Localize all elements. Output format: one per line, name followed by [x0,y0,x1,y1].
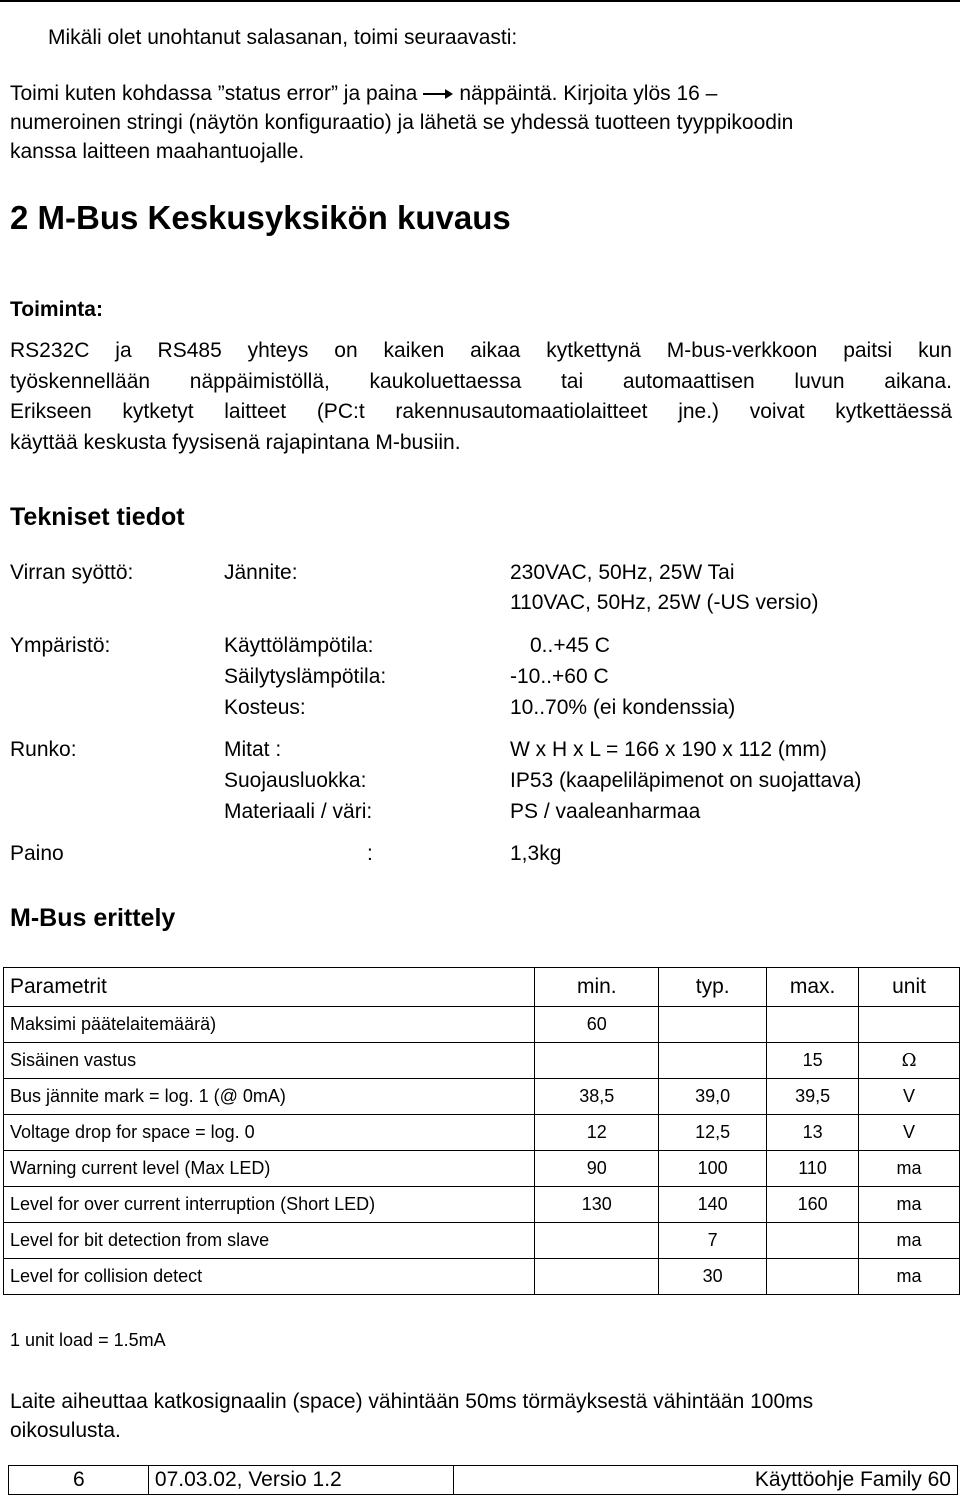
table-cell-max [767,1259,859,1295]
space-note-line2: oikosulusta. [10,1419,121,1442]
footer-version: 07.03.02, Versio 1.2 [148,1466,453,1495]
table-cell-unit [859,1007,960,1043]
table-cell-typ: 140 [659,1187,767,1223]
mbus-heading: M-Bus erittely [10,904,176,932]
table-row [4,1115,960,1151]
table-row [4,1043,960,1079]
jannite-value-us: 110VAC, 50Hz, 25W (-US versio) [510,591,819,614]
suojaus-value: IP53 (kaapeliläpimenot on suojattava) [510,769,862,792]
table-cell-max: 39,5 [767,1079,859,1115]
table-cell-max [767,1007,859,1043]
table-cell-param: Level for bit detection from slave [4,1223,535,1259]
sailytys-label: Säilytyslämpötila: [224,665,387,688]
table-cell-max: 110 [767,1151,859,1187]
table-cell-typ [659,1007,767,1043]
table-cell-min [535,1259,659,1295]
table-cell-unit: ma [859,1151,960,1187]
section-title: 2 M-Bus Keskusyksikön kuvaus [10,199,511,236]
mitat-value: W x H x L = 166 x 190 x 112 (mm) [510,738,827,761]
toiminta-line: työskennellään näppäimistöllä, kaukoluettaessa tai automaattisen luvun aikana. [10,370,952,393]
table-cell-min: 60 [535,1007,659,1043]
table-cell-max: 15 [767,1043,859,1079]
table-cell-typ [659,1043,767,1079]
kosteus-value: 10..70% (ei kondenssia) [510,696,736,719]
space-note-line1: Laite aiheuttaa katkosignaalin (space) vähintään 50ms törmäyksestä vähintään 100ms [10,1390,814,1413]
footer-page-number: 6 [9,1466,149,1495]
materiaali-value: PS / vaaleanharmaa [510,800,701,823]
table-cell-max: 160 [767,1187,859,1223]
mitat-label: Mitat : [224,738,282,761]
toiminta-line: Erikseen kytketyt laitteet (PC:t rakennusautomaatiolaitteet jne.) voivat kytkettäessä [10,400,952,423]
header-cell-typ: typ. [659,968,767,1007]
kayttolampotila-value: 0..+45 C [530,634,610,657]
runko-label: Runko: [10,738,77,761]
intro-paragraph-part-b: näppäintä. Kirjoita ylös 16 – [459,82,718,105]
sailytys-value: -10..+60 C [510,665,609,688]
virran-label: Virran syöttö: [10,561,134,584]
table-cell-typ: 7 [659,1223,767,1259]
suojaus-label: Suojausluokka: [224,769,367,792]
header-cell-unit: unit [859,968,960,1007]
footer-manual-title: Käyttöohje Family 60 [453,1466,957,1495]
table-cell-param: Level for over current interruption (Short LED) [4,1187,535,1223]
table-row [4,1007,960,1043]
table-cell-max [767,1223,859,1259]
top-rule [0,0,960,2]
toiminta-heading: Toiminta: [10,298,103,321]
kosteus-label: Kosteus: [224,696,306,719]
table-cell-param: Maksimi päätelaitemäärä) [4,1007,535,1043]
table-row [4,1223,960,1259]
table-cell-min: 90 [535,1151,659,1187]
table-cell-typ: 12,5 [659,1115,767,1151]
kayttolampotila-label: Käyttölämpötila: [224,634,374,657]
table-cell-min: 12 [535,1115,659,1151]
ymparisto-label: Ympäristö: [10,634,111,657]
table-cell-typ: 39,0 [659,1079,767,1115]
mbus-spec-table [3,967,960,1295]
table-cell-typ: 30 [659,1259,767,1295]
table-header-row [4,968,960,1007]
table-cell-unit: ma [859,1223,960,1259]
table-row [4,1259,960,1295]
table-cell-unit: ma [859,1187,960,1223]
header-cell-min: min. [535,968,659,1007]
paino-colon: : [367,842,373,865]
intro-paragraph-line3: kanssa laitteen maahantuojalle. [10,140,305,163]
table-cell-min [535,1223,659,1259]
right-arrow-icon [423,87,453,101]
materiaali-label: Materiaali / väri: [224,800,373,823]
table-cell-min: 130 [535,1187,659,1223]
table-cell-param: Bus jännite mark = log. 1 (@ 0mA) [4,1079,535,1115]
table-cell-unit: V [859,1079,960,1115]
table-cell-param: Warning current level (Max LED) [4,1151,535,1187]
table-row [4,1187,960,1223]
header-cell-parametrit: Parametrit [4,968,535,1007]
jannite-label: Jännite: [224,561,298,584]
intro-paragraph-line2: numeroinen stringi (näytön konfiguraatio) ja lähetä se yhdessä tuotteen tyyppikoodin [10,111,794,134]
toiminta-line: käyttää keskusta fyysisenä rajapintana M-busiin. [10,431,461,454]
paino-label: Paino [10,842,64,865]
table-cell-unit: ma [859,1259,960,1295]
table-cell-param: Level for collision detect [4,1259,535,1295]
unit-load-note: 1 unit load = 1.5mA [10,1330,166,1350]
intro-paragraph-part-a: Toimi kuten kohdassa ”status error” ja paina [10,82,418,105]
table-row [4,1079,960,1115]
table-row [4,1151,960,1187]
tech-heading: Tekniset tiedot [10,503,185,531]
page-footer [8,1465,958,1495]
intro-paragraph-line1 [10,78,717,109]
table-cell-min [535,1043,659,1079]
table-cell-max: 13 [767,1115,859,1151]
table-cell-param: Voltage drop for space = log. 0 [4,1115,535,1151]
ohm-icon: Ω [859,1043,960,1079]
paino-value: 1,3kg [510,842,562,865]
table-cell-typ: 100 [659,1151,767,1187]
jannite-value: 230VAC, 50Hz, 25W Tai [510,561,735,584]
table-cell-unit: V [859,1115,960,1151]
table-cell-param: Sisäinen vastus [4,1043,535,1079]
toiminta-line: RS232C ja RS485 yhteys on kaiken aikaa kytkettynä M-bus-verkkoon paitsi kun [10,339,952,362]
intro-line: Mikäli olet unohtanut salasanan, toimi seuraavasti: [48,26,518,49]
header-cell-max: max. [767,968,859,1007]
table-cell-min: 38,5 [535,1079,659,1115]
